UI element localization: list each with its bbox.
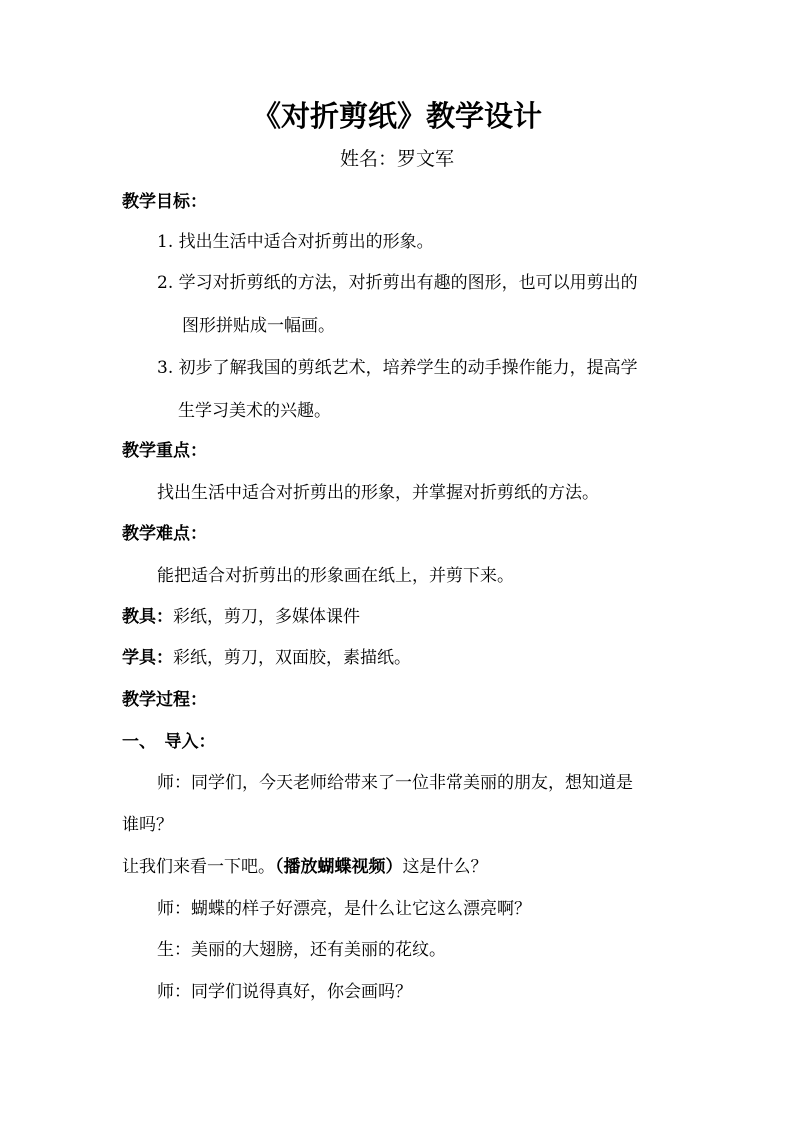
- objectives-heading: 教学目标：: [122, 192, 207, 212]
- dialog-line-3: 师：蝴蝶的样子好漂亮，是什么让它这么漂亮啊？: [157, 899, 531, 919]
- dialog-line-4: 生：美丽的大翅膀，还有美丽的花纹。: [157, 940, 446, 960]
- dialog-line-2-after: 这是什么？: [402, 857, 488, 877]
- teaching-tools-text: 彩纸，剪刀，多媒体课件: [173, 607, 360, 627]
- teaching-tools-label: 教具：: [122, 607, 173, 627]
- document-title: 《对折剪纸》教学设计: [251, 99, 542, 133]
- dialog-line-5: 师：同学们说得真好，你会画吗？: [157, 982, 412, 1002]
- dialog-line-2-before: 让我们来看一下吧。: [122, 857, 275, 877]
- key-points-heading: 教学重点：: [122, 441, 207, 461]
- objective-item-3-cont: 生学习美术的兴趣。: [178, 401, 331, 421]
- key-points-text: 找出生活中适合对折剪出的形象，并掌握对折剪纸的方法。: [157, 483, 599, 503]
- objective-item-2: 2. 学习对折剪纸的方法，对折剪出有趣的图形，也可以用剪出的: [157, 273, 638, 293]
- video-note: （播放蝴蝶视频）: [275, 857, 403, 877]
- objective-item-2-cont: 图形拼贴成一幅画。: [182, 316, 335, 336]
- author-name: 姓名：罗文军: [339, 148, 454, 170]
- student-tools-text: 彩纸，剪刀，双面胶，素描纸。: [173, 648, 411, 668]
- difficulty-heading: 教学难点：: [122, 524, 207, 544]
- dialog-line-1: 师：同学们，今天老师给带来了一位非常美丽的朋友，想知道是: [157, 773, 633, 793]
- student-tools: [122, 646, 411, 670]
- objective-item-1: 1. 找出生活中适合对折剪出的形象。: [157, 232, 434, 252]
- objective-item-3: 3. 初步了解我国的剪纸艺术，培养学生的动手操作能力，提高学: [157, 358, 638, 378]
- dialog-line-2: [122, 855, 488, 879]
- student-tools-label: 学具：: [122, 648, 173, 668]
- dialog-line-1-cont: 谁吗？: [122, 815, 173, 835]
- process-heading: 教学过程：: [122, 690, 207, 710]
- difficulty-text: 能把适合对折剪出的形象画在纸上，并剪下来。: [157, 566, 514, 586]
- teaching-tools: [122, 605, 360, 629]
- intro-heading: 一、 导入：: [122, 732, 216, 752]
